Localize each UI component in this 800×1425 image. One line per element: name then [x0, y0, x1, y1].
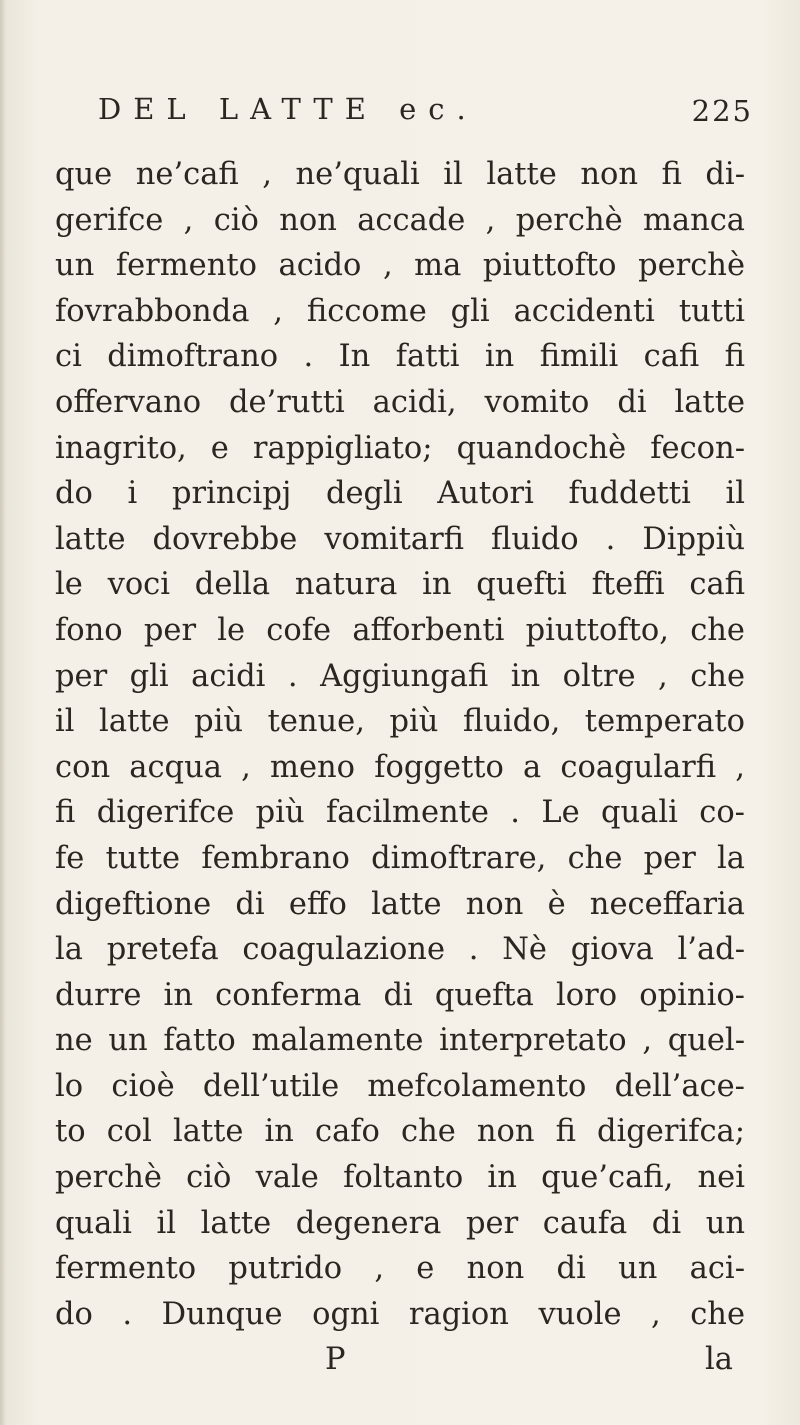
text-line: per gli acidi . Aggiungafi in oltre , che: [55, 658, 745, 694]
text-line: fi digerifce più facilmente . Le quali co-: [55, 795, 745, 831]
running-head: [98, 92, 753, 142]
text-line: con acqua , meno foggetto a coagularfi ,: [55, 749, 745, 785]
text-line: lo cioè dell’utile mefcolamento dell’ace-: [55, 1068, 745, 1104]
text-line: offervano de’rutti acidi, vomito di latte: [55, 384, 745, 420]
page-gutter-shadow: [0, 0, 6, 1425]
text-line: il latte più tenue, più fluido, temperato: [55, 704, 745, 740]
text-line: ne un fatto malamente interpretato , quel-: [55, 1023, 745, 1059]
text-line: to col latte in cafo che non fi digerifca;: [55, 1114, 745, 1150]
text-line: do . Dunque ogni ragion vuole , che: [55, 1296, 745, 1332]
text-line: la pretefa coagulazione . Nè giova l’ad-: [55, 932, 745, 968]
text-line: un fermento acido , ma piuttofto perchè: [55, 248, 745, 284]
text-line: fovrabbonda , ficcome gli accidenti tutti: [55, 293, 745, 329]
text-line: le voci della natura in quefti fteffi cafi: [55, 567, 745, 603]
text-line: do i principj degli Autori fuddetti il: [55, 476, 745, 512]
signature-mark: P: [325, 1342, 346, 1378]
page-number: 225: [691, 94, 753, 128]
text-line: fono per le cofe afforbenti piuttofto, che: [55, 612, 745, 648]
text-line: digeftione di effo latte non è neceffaria: [55, 886, 745, 922]
text-line: durre in conferma di quefta loro opinio-: [55, 977, 745, 1013]
text-line: fe tutte fembrano dimoftrare, che per la: [55, 840, 745, 876]
text-line: quali il latte degenera per caufa di un: [55, 1205, 745, 1241]
text-line: perchè ciò vale foltanto in que’cafi, nei: [55, 1160, 745, 1196]
footer-line: [55, 1337, 745, 1382]
running-title: DEL LATTE ec.: [98, 92, 478, 126]
catchword: la: [705, 1342, 733, 1378]
text-line: gerifce , ciò non accade , perchè manca: [55, 202, 745, 238]
text-line: fermento putrido , e non di un aci-: [55, 1251, 745, 1287]
text-line: ci dimoftrano . In fatti in fimili cafi fi: [55, 339, 745, 375]
text-line: inagrito, e rappigliato; quandochè fecon-: [55, 430, 745, 466]
text-line: latte dovrebbe vomitarfi fluido . Dippiù: [55, 521, 745, 557]
body-text: [55, 152, 745, 1382]
text-line: que ne’cafi , ne’quali il latte non fi di-: [55, 157, 745, 192]
